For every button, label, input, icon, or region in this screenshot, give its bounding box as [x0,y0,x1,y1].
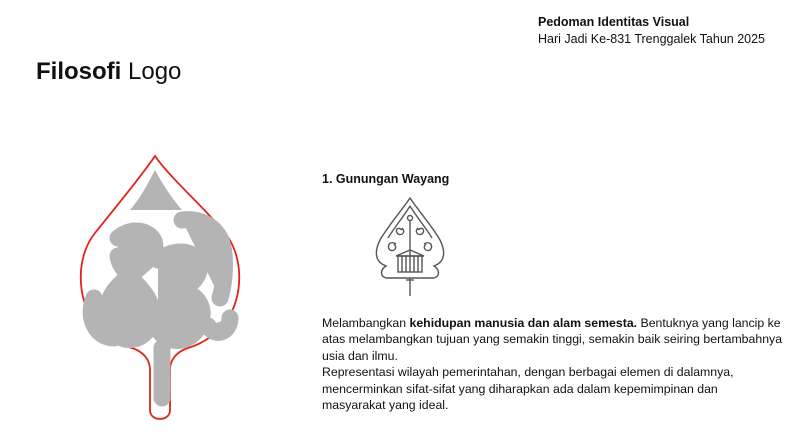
section-description [322,315,784,413]
section-heading: 1. Gunungan Wayang [322,172,450,186]
paragraph-1-emphasis: kehidupan manusia dan alam semesta. [409,316,638,330]
logo-digit-8 [108,231,155,340]
page-title-bold: Filosofi [36,58,122,85]
logo-831-graphic [70,148,250,428]
gunungan-wayang-icon [372,196,448,300]
logo-digit-3 [158,252,202,340]
description-paragraph-2: Representasi wilayah pemerintahan, dengan berbagai elemen di dalamnya, mencerminkan sifat-sifat yang diharapkan ada dalam kepemimpinan dan masyarakat yang ideal. [322,365,734,413]
page-title-rest: Logo [121,58,182,85]
paragraph-1-lead: Melambangkan [322,316,410,330]
logo-tail-right [208,318,230,332]
description-paragraph-1 [322,315,784,364]
document-header [538,14,765,48]
page-title [36,58,181,86]
document-title: Pedoman Identitas Visual [538,15,690,29]
document-subtitle: Hari Jadi Ke-831 Trenggalek Tahun 2025 [538,32,766,46]
logo-digits-group [91,220,230,398]
paragraph-1-rest: Bentuknya yang lancip ke atas melambangkan tujuan yang semakin tinggi, semakin baik seiring bertambahnya usia dan ilmu. [322,316,783,363]
logo-gray-peak [130,170,182,210]
anniversary-logo [70,148,250,428]
